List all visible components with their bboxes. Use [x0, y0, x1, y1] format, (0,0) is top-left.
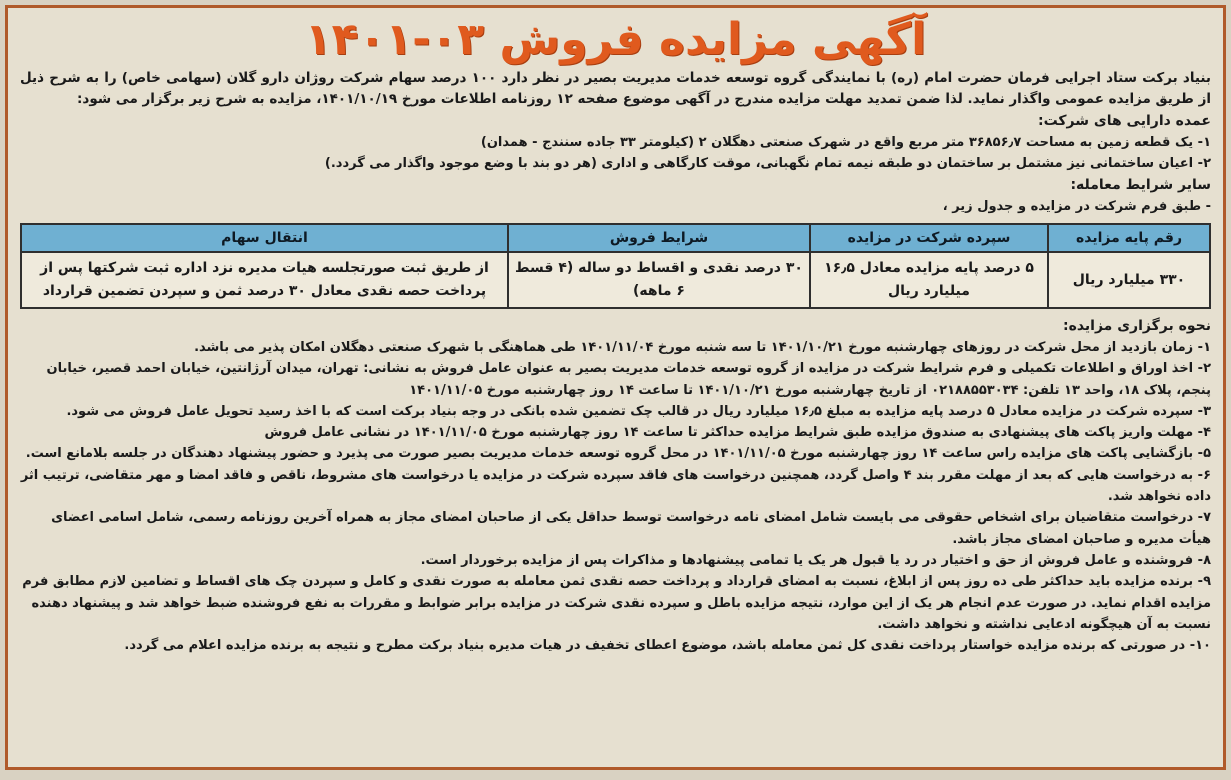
terms-data-row — [21, 252, 1210, 308]
intro-paragraph: بنیاد برکت ستاد اجرایی فرمان حضرت امام (ره) با نمایندگی گروه توسعه خدمات مدیریت بصیر در نظر دارد ۱۰۰ درصد سهام شرکت روژان دارو گلان (سهامی خاص) را به شرح ذیل از طریق مزایده عمومی واگذار نماید. لذا ضمن تمدید مهلت مزایده مندرج در آگهی موضوع صفحه ۱۲ روزنامه اطلاعات مورخ ۱۴۰۱/۱۰/۱۹، مزایده به شرح زیر برگزار می شود: — [20, 70, 1212, 107]
step-item: ۴- مهلت واریز پاکت های پیشنهادی به صندوق مزایده طبق شرایط مزایده حداکثر تا ساعت ۱۴ روز چهارشنبه مورخ ۱۴۰۱/۱۱/۰۵ در نشانی عامل فروش — [264, 425, 1211, 441]
other-conditions-line: - طبق فرم شرکت در مزایده و جدول زیر ، — [942, 199, 1211, 214]
step-item: ۳- سپرده شرکت در مزایده معادل ۵ درصد پایه مزایده به مبلغ ۱۶٫۵ میلیارد ریال در قالب چک تضمین شده بانکی در وجه بنیاد برکت است که با اخذ رسید تحویل عامل فروش می شود. — [66, 403, 1211, 419]
step-item: ۱- زمان بازدید از محل شرکت در روزهای چهارشنبه مورخ ۱۴۰۱/۱۰/۲۱ تا سه شنبه مورخ ۱۴۰۱/۱۱/۰۴ طی هماهنگی با شهرک صنعتی دهگلان امکان پذیر می باشد. — [194, 340, 1211, 355]
step-item: ۸- فروشنده و عامل فروش از حق و اختیار در رد یا قبول هر یک یا تمامی پیشنهادها و مذاکرات پس از مزایده برخوردار است. — [420, 552, 1211, 568]
cell-base-price: ۳۳۰ میلیارد ریال — [1048, 252, 1210, 308]
step-item: ۶- به درخواست هایی که بعد از مهلت مقرر بند ۴ واصل گردد، همچنین درخواست های فاقد سپرده شرکت در مزایده یا درخواست های مشروط، ناقص و فاقد امضا و مهر متقاضی، ترتیب اثر داده نخواهد شد. — [20, 467, 1211, 505]
cell-share-transfer: از طریق ثبت صورتجلسه هیات مدیره نزد اداره ثبت شرکتها پس از پرداخت حصه نقدی معادل ۳۰ درصد ثمن و سپردن تضمین قرارداد — [21, 252, 508, 308]
process-heading: نحوه برگزاری مزایده: — [1062, 318, 1211, 334]
cell-sale-terms: ۳۰ درصد نقدی و اقساط دو ساله (۴ قسط ۶ ماهه) — [508, 252, 810, 308]
auction-notice — [5, 5, 1226, 770]
asset-item: ۲- اعیان ساختمانی نیز مشتمل بر ساختمان دو طبقه نیمه تمام نگهبانی، موقت کارگاهی و اداری (هر دو بند با وضع موجود واگذار می گردد.) — [324, 156, 1211, 171]
step-item: ۵- بازگشایی پاکت های مزایده راس ساعت ۱۴ روز چهارشنبه مورخ ۱۴۰۱/۱۱/۰۵ در محل گروه توسعه خدمات مدیریت بصیر صورت می پذیرد و حضور پیشنهاد دهندگان در جلسه بلامانع است. — [25, 446, 1211, 462]
assets-heading: عمده دارایی های شرکت: — [1037, 113, 1211, 129]
step-item: ۱۰- در صورتی که برنده مزایده خواستار پرداخت نقدی کل ثمن معامله باشد، موضوع اعطای تخفیف در هیات مدیره بنیاد برکت مطرح و نتیجه به برنده مزایده اعلام می گردد. — [124, 638, 1211, 654]
header-deposit: سپرده شرکت در مزایده — [810, 224, 1048, 252]
step-item: ۷- درخواست متقاضیان برای اشخاص حقوقی می بایست شامل امضای نامه درخواست توسط حداقل یکی از صاحبان امضای مجاز به همراه آخرین روزنامه رسمی، شامل اسامی اعضای هیأت مدیره و صاحبان امضای مجاز باشد. — [51, 510, 1211, 547]
step-item: ۲- اخذ اوراق و اطلاعات تکمیلی و فرم شرایط شرکت در مزایده از گروه توسعه خدمات مدیریت بصیر به عنوان عامل فروش به نشانی: تهران، میدان آرژانتین، خیابان احمد قصیر، خیابان پنجم، پلاک ۱۸، واحد ۱۳ تلفن: ۰۲۱۸۸۵۵۳۰۳۴ از تاریخ چهارشنبه مورخ ۱۴۰۱/۱۰/۲۱ تا ساعت ۱۴ روز چهارشنبه مورخ ۱۴۰۱/۱۱/۰۵ — [46, 361, 1211, 398]
cell-deposit: ۵ درصد پایه مزایده معادل ۱۶٫۵ میلیارد ریال — [810, 252, 1048, 308]
terms-table — [20, 223, 1211, 309]
step-item: ۹- برنده مزایده باید حداکثر طی ده روز پس از ابلاغ، نسبت به امضای قرارداد و پرداخت حصه نقدی ثمن معامله به صورت نقدی و کامل و سپردن چک های اقساط و تضامین لازم مطابق فرم مزایده اقدام نماید. در صورت عدم انجام هر یک از این موارد، نتیجه مزایده باطل و سپرده نقدی شرکت در مزایده برابر ضوابط و مقررات به نفع فروشنده ضبط خواهد شد و پیشنهاد دهنده نسبت به آن هیچگونه ادعایی نداشته و نخواهد داشت. — [22, 574, 1211, 632]
process-steps — [20, 337, 1211, 656]
header-base-price: رقم پایه مزایده — [1048, 224, 1210, 252]
other-conditions-heading: سایر شرایط معامله: — [1070, 177, 1211, 193]
asset-item: ۱- یک قطعه زمین به مساحت ۳۶۸۵۶٫۷ متر مربع واقع در شهرک صنعتی دهگلان ۲ (کیلومتر ۳۳ جاده سنندج - همدان) — [480, 135, 1211, 150]
notice-title: آگهی مزایده فروش ۰۳-۱۴۰۱ — [304, 14, 927, 65]
header-share-transfer: انتقال سهام — [21, 224, 508, 252]
header-sale-terms: شرایط فروش — [508, 224, 810, 252]
terms-header-row — [21, 224, 1210, 252]
